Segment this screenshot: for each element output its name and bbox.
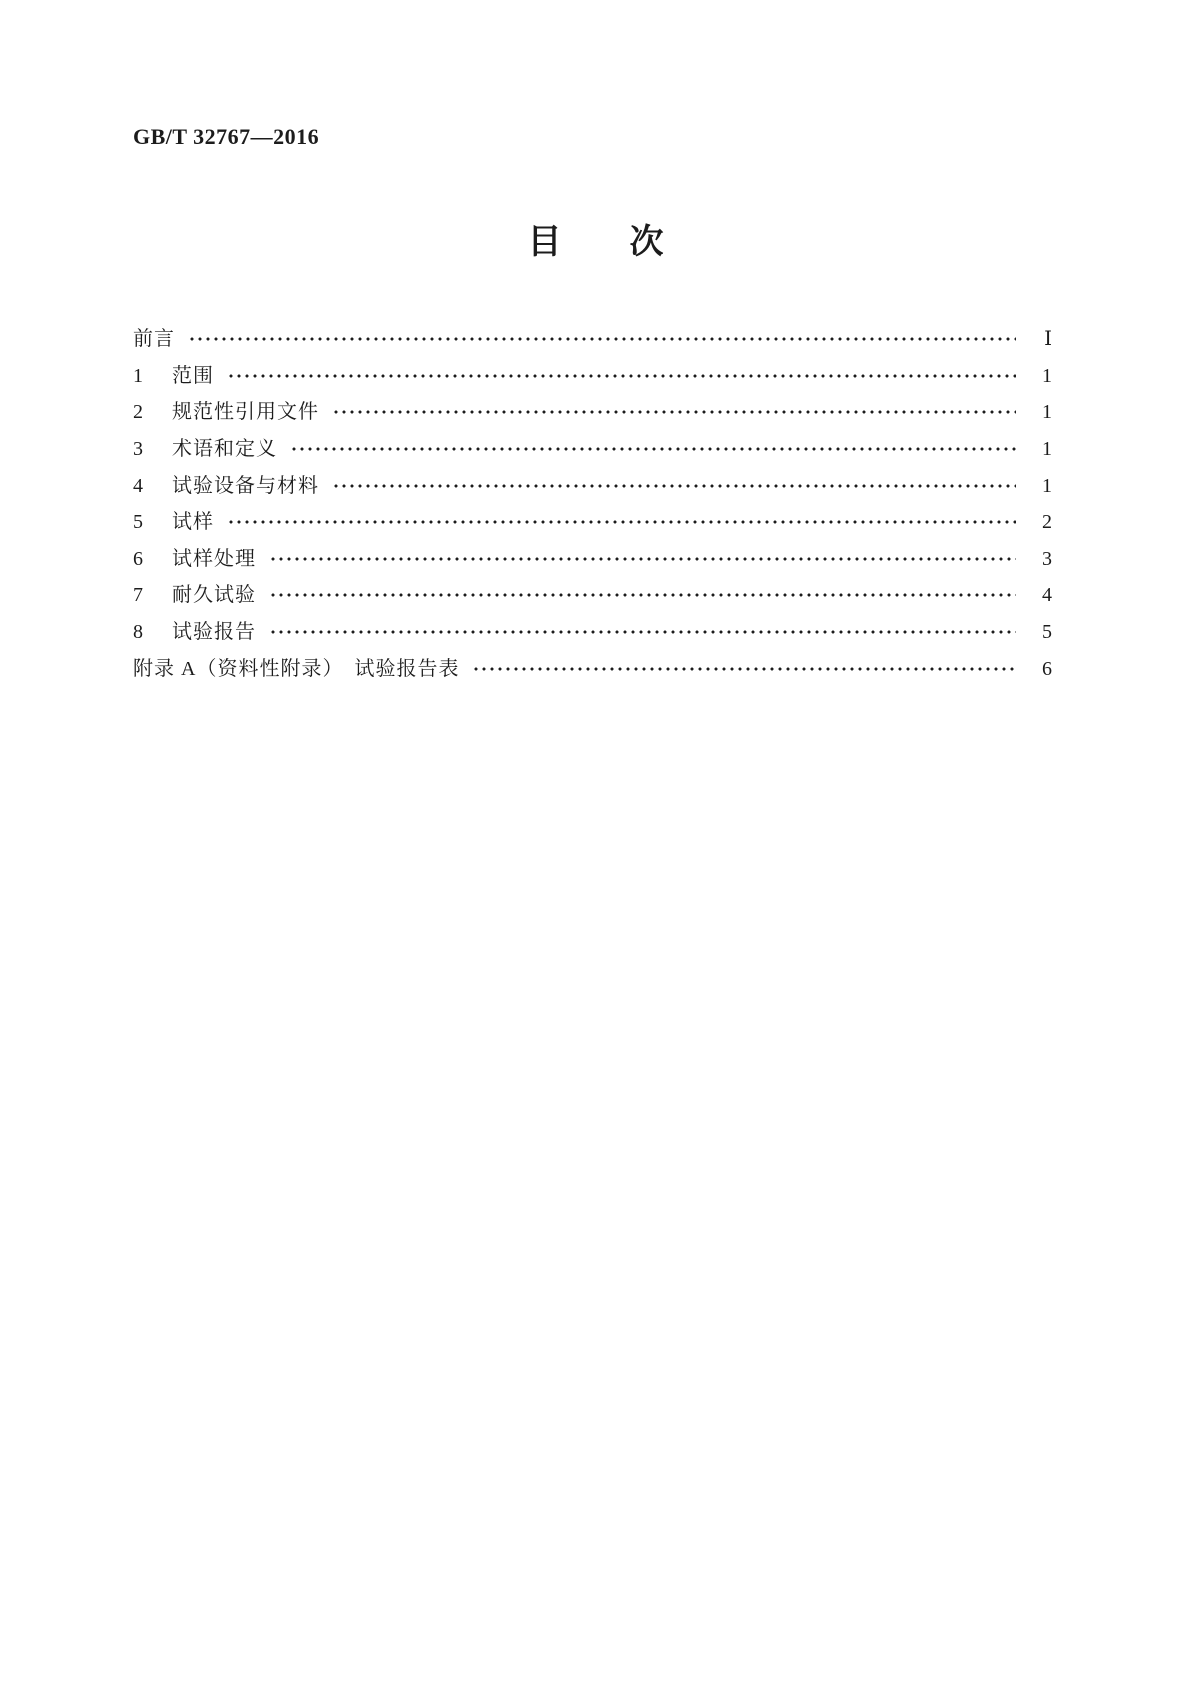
dot-leader	[269, 614, 1016, 651]
dot-leader	[290, 431, 1016, 468]
toc-entry	[133, 614, 1052, 651]
toc-entry-page: 1	[1042, 438, 1052, 461]
toc-entry-number: 4	[133, 474, 143, 497]
toc-entry-page: Ⅰ	[1044, 328, 1052, 351]
toc-entry	[133, 504, 1052, 541]
toc-entry-page: 1	[1042, 401, 1052, 424]
toc-entry-number: 5	[133, 511, 143, 534]
toc-entry-page: 1	[1042, 364, 1052, 387]
toc-entry-page: 4	[1042, 584, 1052, 607]
dot-leader	[269, 541, 1016, 578]
dot-leader	[332, 467, 1016, 504]
dot-leader	[227, 358, 1016, 395]
toc-entry	[133, 394, 1052, 431]
toc-entry-number: 3	[133, 438, 143, 461]
toc-entry-page: 1	[1042, 474, 1052, 497]
table-of-contents	[133, 321, 1052, 687]
toc-entry-label: 试样	[172, 511, 214, 534]
toc-entry	[133, 467, 1052, 504]
dot-leader	[472, 650, 1016, 687]
toc-entry-page: 2	[1042, 511, 1052, 534]
dot-leader	[332, 394, 1016, 431]
toc-entry-page: 5	[1042, 621, 1052, 644]
page-title: 目 次	[527, 224, 664, 261]
toc-entry-number: 1	[133, 364, 143, 387]
toc-entry-number: 2	[133, 401, 143, 424]
standard-code: GB/T 32767—2016	[133, 124, 320, 149]
dot-leader	[188, 321, 1016, 358]
toc-entry-label: 试验设备与材料	[172, 474, 319, 497]
dot-leader	[269, 577, 1016, 614]
toc-entry-label: 试样处理	[172, 547, 256, 570]
toc-entry-label: 规范性引用文件	[172, 401, 319, 424]
toc-entry-label: 附录 A（资料性附录） 试验报告表	[133, 657, 460, 680]
toc-entry	[133, 431, 1052, 468]
toc-entry-label: 耐久试验	[172, 584, 256, 607]
toc-entry	[133, 541, 1052, 578]
toc-entry-label: 试验报告	[172, 621, 256, 644]
toc-entry-number: 8	[133, 621, 143, 644]
toc-entry-number: 6	[133, 547, 143, 570]
toc-entry	[133, 321, 1052, 358]
toc-entry	[133, 577, 1052, 614]
toc-entry-page: 3	[1042, 547, 1052, 570]
toc-entry-label: 前言	[133, 328, 175, 351]
toc-entry-label: 范围	[172, 364, 214, 387]
toc-entry	[133, 358, 1052, 395]
toc-entry-page: 6	[1042, 657, 1052, 680]
toc-entry	[133, 650, 1052, 687]
toc-entry-label: 术语和定义	[172, 438, 277, 461]
dot-leader	[227, 504, 1016, 541]
toc-entry-number: 7	[133, 584, 143, 607]
